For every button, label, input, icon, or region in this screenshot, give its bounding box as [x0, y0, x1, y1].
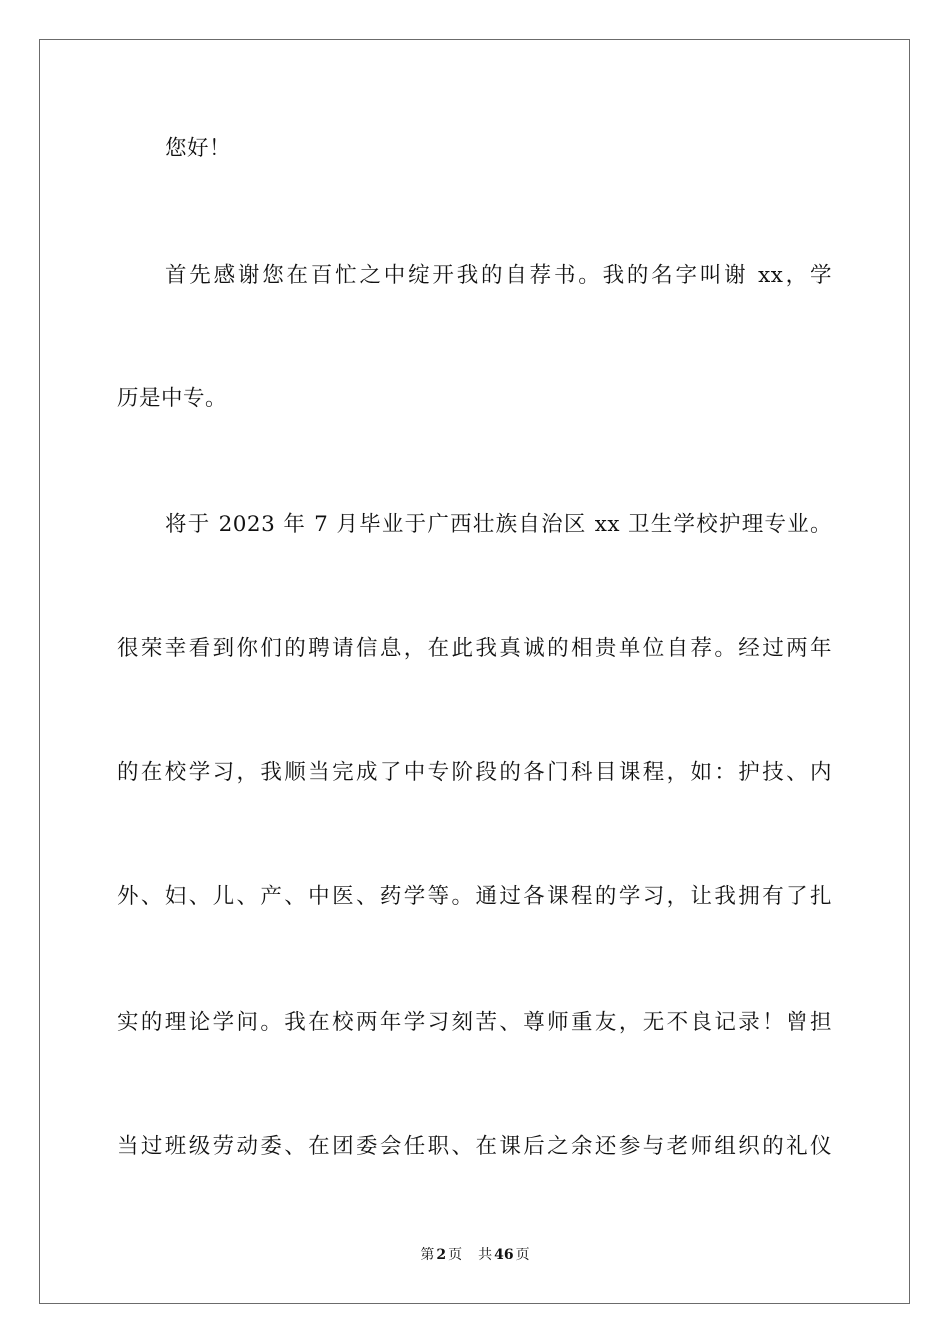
- body-line-5: 的在校学习，我顺当完成了中专阶段的各门科目课程，如：护技、内: [117, 760, 832, 785]
- total-pages: 46: [494, 1247, 514, 1263]
- body-line-2: 历是中专。: [117, 386, 228, 411]
- greeting-line: 您好！: [165, 136, 232, 161]
- page-number: 2: [436, 1247, 447, 1263]
- body-line-1: 首先感谢您在百忙之中绽开我的自荐书。我的名字叫谢 xx，学: [165, 263, 832, 288]
- total-prefix: 共: [478, 1247, 493, 1263]
- body-line-8: 当过班级劳动委、在团委会任职、在课后之余还参与老师组织的礼仪: [117, 1134, 832, 1159]
- body-line-7: 实的理论学问。我在校两年学习刻苦、尊师重友，无不良记录！曾担: [117, 1010, 832, 1035]
- page-prefix: 第: [420, 1247, 435, 1263]
- body-line-6: 外、妇、儿、产、中医、药学等。通过各课程的学习，让我拥有了扎: [117, 884, 832, 909]
- total-suffix: 页: [515, 1247, 530, 1263]
- body-line-4: 很荣幸看到你们的聘请信息，在此我真诚的相贵单位自荐。经过两年: [117, 636, 832, 661]
- page-footer: [0, 1245, 950, 1265]
- page-suffix: 页: [448, 1247, 463, 1263]
- body-line-3: 将于 2023 年 7 月毕业于广西壮族自治区 xx 卫生学校护理专业。: [165, 512, 832, 537]
- page-frame: [39, 39, 910, 1304]
